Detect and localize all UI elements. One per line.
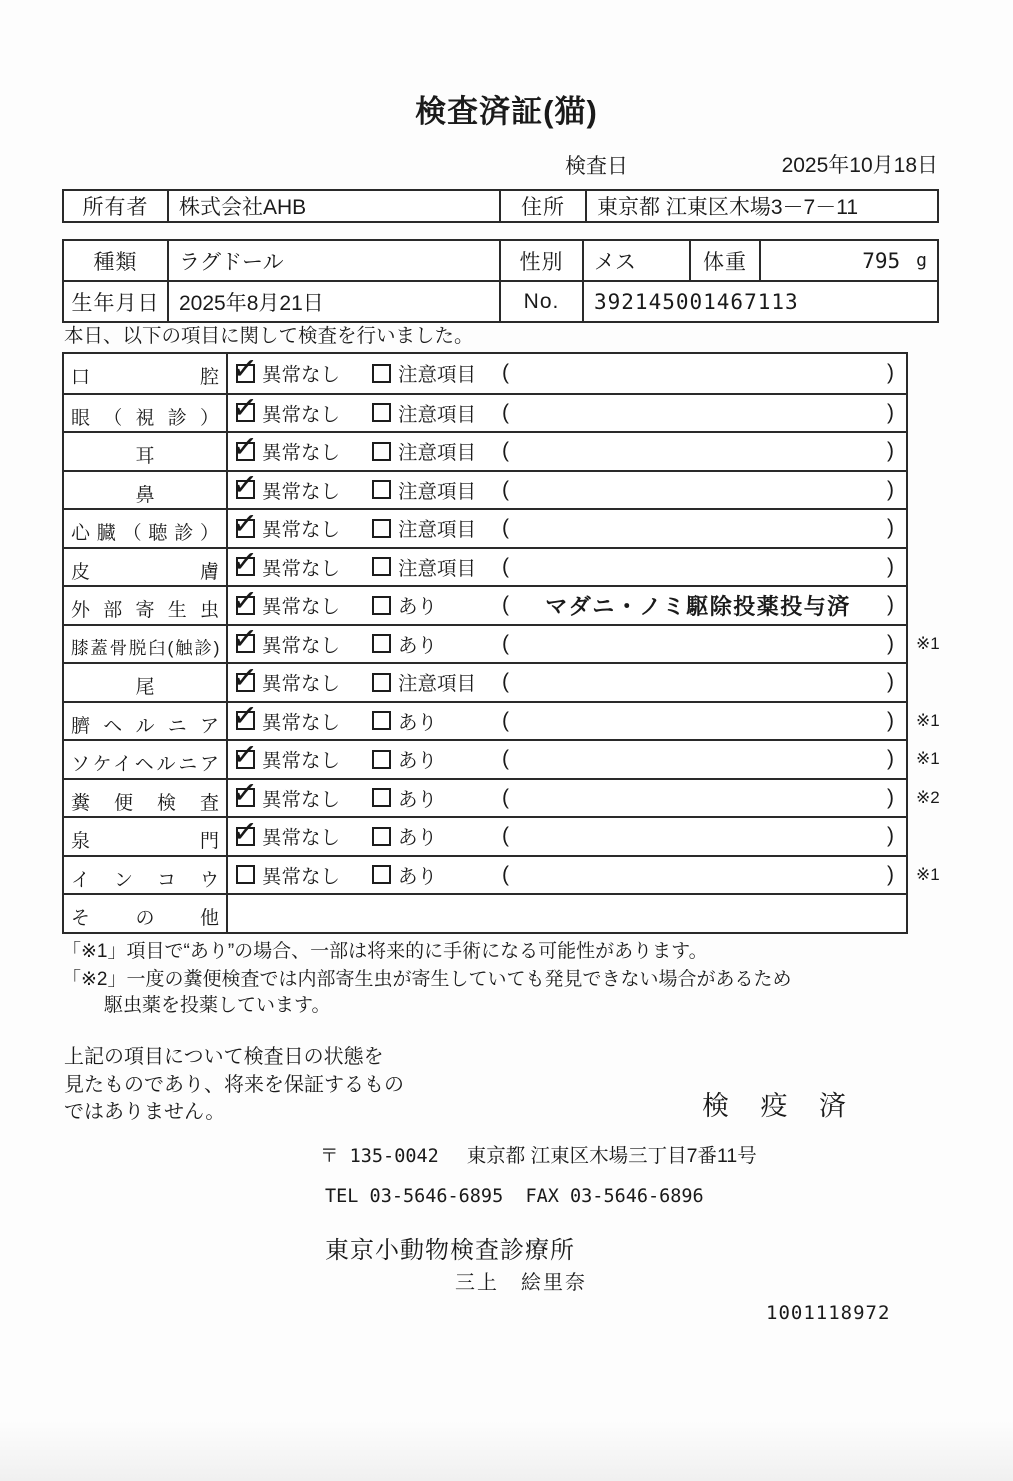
checkbox [372, 634, 391, 653]
exam-row-label: インコウ [64, 857, 228, 894]
exam-row-label: 心臓（聴診） [64, 510, 228, 547]
postal-line [320, 1140, 757, 1168]
checkbox [230, 466, 260, 504]
checkbox-group [372, 437, 502, 465]
exam-row-content [228, 504, 906, 547]
exam-row-label: 耳 [64, 433, 228, 470]
exam-row-label: 泉門 [64, 818, 228, 855]
footnote-1: 「※1」項目で“あり”の場合、一部は将来的に手術になる可能性があります。 [62, 941, 708, 962]
exam-row-label: 尾 [64, 664, 228, 701]
footnote-mark: ※2 [916, 787, 940, 807]
paren-open: ( [502, 361, 509, 385]
animal-table [62, 239, 939, 323]
exam-row [64, 504, 906, 547]
owner-label-cell: 所有者 [82, 196, 149, 219]
paren-field [502, 361, 906, 385]
breed-value-cell: ラグドール [167, 241, 499, 280]
clinic-address: 東京都 江東区木場三丁目7番11号 [466, 1145, 757, 1167]
exam-row-content [228, 427, 906, 470]
checkbox [372, 750, 391, 769]
paren-value: マダニ・ノミ駆除投薬投与済 [545, 593, 851, 619]
checkbox [230, 349, 260, 387]
exam-table [62, 349, 940, 934]
checkbox [372, 480, 391, 499]
vet-name: 三上 絵里奈 [455, 1272, 587, 1294]
check-mark-icon: ✓ [230, 466, 260, 504]
exam-row-content [228, 857, 906, 894]
checkbox-group [372, 630, 502, 658]
exam-row-content [228, 735, 906, 778]
checkbox-group [372, 707, 502, 735]
birthdate-label-cell: 生年月日 [71, 291, 160, 315]
checkbox-group [230, 389, 372, 427]
paren-open: ( [502, 593, 509, 617]
paren-close: ) [887, 785, 894, 809]
paren-open: ( [502, 670, 509, 694]
exam-row-label: 皮膚 [64, 549, 228, 586]
checkbox-label: 注意項目 [398, 442, 477, 465]
footnote-3: 駆虫薬を投薬しています。 [104, 995, 331, 1016]
checkbox-label: 異常なし [262, 711, 341, 734]
paren-open: ( [502, 862, 509, 886]
address-value-cell: 東京都 江東区木場3－7－11 [585, 191, 941, 221]
paren-open: ( [502, 477, 509, 501]
address-label-cell: 住所 [499, 191, 585, 221]
checkbox-group [372, 476, 502, 504]
checkbox [230, 504, 260, 542]
weight-label-cell: 体重 [689, 241, 759, 280]
paren-field [502, 555, 906, 579]
exam-row-content [228, 812, 906, 855]
sex-value-cell: メス [582, 241, 689, 280]
checkbox [230, 735, 260, 773]
checkbox [372, 596, 391, 615]
weight-value: 795 [862, 248, 901, 273]
paren-field [502, 516, 906, 540]
paren-field [502, 478, 906, 502]
exam-row-content [228, 774, 906, 817]
no-label-cell: No. [499, 282, 582, 321]
checkbox-group [230, 774, 372, 812]
checkbox-label: 異常なし [262, 827, 341, 850]
exam-row [64, 893, 906, 932]
disclaimer-line-1: 上記の項目について検査日の状態を [64, 1046, 384, 1068]
footnote-mark: ※1 [916, 633, 940, 653]
checkbox-group [230, 427, 372, 465]
exam-row-content [228, 349, 906, 393]
footnote-mark: ※1 [916, 864, 940, 884]
checkbox [372, 519, 391, 538]
exam-row-label: 口腔 [64, 354, 228, 393]
checkbox-group [230, 349, 372, 387]
checkbox [372, 711, 391, 730]
paren-open: ( [502, 554, 509, 578]
paren-close: ) [887, 708, 894, 732]
checkbox-group [230, 697, 372, 735]
exam-row [64, 855, 940, 894]
checkbox [230, 427, 260, 465]
disclaimer [64, 1044, 404, 1127]
animal-row-2 [64, 280, 937, 321]
paren-close: ) [887, 747, 894, 771]
exam-row-content [228, 697, 906, 740]
exam-row-label: 外部寄生虫 [64, 587, 228, 624]
paren-field [502, 590, 906, 621]
checkbox-label: 注意項目 [398, 673, 477, 696]
checkbox [372, 442, 391, 461]
paren-open: ( [502, 400, 509, 424]
checkbox-label: あり [398, 865, 438, 888]
check-mark-icon: ✓ [230, 581, 260, 619]
check-mark-icon: ✓ [230, 349, 260, 387]
exam-row-label: 膝蓋骨脱臼(触診) [64, 626, 228, 663]
checkbox [230, 774, 260, 812]
exam-row-content [228, 543, 906, 586]
check-mark-icon: ✓ [230, 735, 260, 773]
checkbox-group [230, 504, 372, 542]
exam-row-label: 臍ヘルニア [64, 703, 228, 740]
exam-row-label: その他 [64, 895, 228, 932]
paren-open: ( [502, 631, 509, 655]
check-mark-icon: ✓ [230, 389, 260, 427]
disclaimer-line-2: 見たものであり、将来を保証するもの [64, 1073, 404, 1096]
owner-table [62, 189, 939, 223]
paren-field [502, 632, 906, 656]
paren-close: ) [887, 477, 894, 501]
checkbox-group [372, 784, 502, 812]
checkbox [230, 620, 260, 658]
checkbox-group [230, 581, 372, 619]
checkbox-label: あり [398, 827, 438, 850]
check-mark-icon: ✓ [230, 427, 260, 465]
paren-open: ( [502, 824, 509, 848]
paren-close: ) [887, 516, 894, 540]
paren-field [502, 863, 906, 887]
paren-close: ) [887, 824, 894, 848]
checkbox-label: あり [398, 750, 438, 773]
no-value-cell: 392145001467113 [582, 282, 941, 321]
paren-field [502, 439, 906, 463]
checkbox-group [230, 466, 372, 504]
checkbox-group [230, 543, 372, 581]
paren-close: ) [887, 593, 894, 617]
paren-close: ) [887, 554, 894, 578]
checkbox-group [372, 822, 502, 850]
check-mark-icon: ✓ [230, 697, 260, 735]
checkbox-label: あり [398, 634, 438, 657]
check-mark-icon: ✓ [230, 620, 260, 658]
exam-row [64, 389, 906, 432]
checkbox-label: 異常なし [262, 788, 341, 811]
checkbox [372, 403, 391, 422]
checkbox-label: あり [398, 788, 438, 811]
checkbox [230, 658, 260, 696]
paren-close: ) [887, 631, 894, 655]
checkbox-label: あり [398, 711, 438, 734]
exam-row-content [228, 620, 906, 663]
footnote-2: 「※2」一度の糞便検査では内部寄生虫が寄生していても発見できない場合があるため [62, 969, 792, 990]
exam-row [64, 620, 940, 663]
inspection-date-label: 検査日 [565, 155, 628, 178]
exam-row [64, 735, 940, 778]
checkbox-label: 注意項目 [398, 480, 477, 503]
exam-row [64, 466, 906, 509]
checkbox-group [372, 359, 502, 387]
exam-row-content [228, 658, 906, 701]
serial-number: 1001118972 [766, 1302, 891, 1324]
checkbox-label: 注意項目 [398, 519, 477, 542]
checkbox-label: 異常なし [262, 442, 341, 465]
weight-unit: g [916, 250, 927, 271]
checkbox-label: 異常なし [262, 519, 341, 542]
checkbox [372, 364, 391, 383]
exam-row [64, 812, 906, 855]
disclaimer-line-3: ではありません。 [64, 1101, 226, 1123]
checkbox-label: 注意項目 [398, 403, 477, 426]
checkbox-group [236, 861, 372, 889]
checkbox-label: 異常なし [262, 403, 341, 426]
checkbox [372, 673, 391, 692]
checkbox-label: あり [398, 596, 438, 619]
checkbox-label: 異常なし [262, 596, 341, 619]
paren-open: ( [502, 785, 509, 809]
paren-field [502, 401, 906, 425]
birthdate-value-cell: 2025年8月21日 [167, 282, 499, 321]
breed-label-cell: 種類 [93, 250, 138, 274]
check-mark-icon: ✓ [230, 774, 260, 812]
intro-text: 本日、以下の項目に関して検査を行いました。 [64, 325, 474, 347]
checkbox-group [372, 399, 502, 427]
check-mark-icon: ✓ [230, 504, 260, 542]
checkbox [236, 865, 255, 884]
footnote-mark: ※1 [916, 710, 940, 730]
checkbox [230, 812, 260, 850]
paren-field [502, 786, 906, 810]
inspection-date-value: 2025年10月18日 [781, 154, 938, 177]
exam-row [64, 774, 940, 817]
exam-row-label: 鼻 [64, 472, 228, 509]
paren-close: ) [887, 439, 894, 463]
checkbox [230, 389, 260, 427]
exam-row [64, 581, 906, 624]
checkbox [230, 543, 260, 581]
exam-row-content [228, 389, 906, 432]
sex-label-cell: 性別 [499, 241, 582, 280]
paren-field [502, 824, 906, 848]
checkbox-label: 異常なし [262, 865, 341, 888]
checkbox-group [230, 658, 372, 696]
check-mark-icon: ✓ [230, 543, 260, 581]
checkbox-group [372, 668, 502, 696]
check-mark-icon: ✓ [230, 658, 260, 696]
checkbox-label: 異常なし [262, 364, 341, 387]
postal-code: 〒 135-0042 [320, 1146, 439, 1167]
paren-close: ) [887, 400, 894, 424]
checkbox-label: 注意項目 [398, 557, 477, 580]
checkbox-group [372, 553, 502, 581]
exam-row-content [228, 581, 906, 624]
checkbox-label: 異常なし [262, 480, 341, 503]
checkbox-label: 異常なし [262, 557, 341, 580]
check-mark-icon: ✓ [230, 812, 260, 850]
paren-close: ) [887, 670, 894, 694]
paren-close: ) [887, 862, 894, 886]
exam-row-content [228, 466, 906, 509]
checkbox [372, 865, 391, 884]
checkbox [372, 557, 391, 576]
paren-open: ( [502, 439, 509, 463]
checkbox-group [230, 812, 372, 850]
paren-open: ( [502, 708, 509, 732]
checkbox-group [372, 861, 502, 889]
checkbox-label: 注意項目 [398, 364, 477, 387]
footnote-mark: ※1 [916, 749, 940, 768]
paren-close: ) [887, 361, 894, 385]
checkbox-group [230, 620, 372, 658]
exam-row-label: ソケイヘルニア [64, 741, 228, 778]
owner-value-cell: 株式会社AHB [167, 191, 499, 221]
checkbox-group [372, 745, 502, 773]
exam-row [64, 697, 940, 740]
paren-field [502, 747, 906, 771]
clinic-name: 東京小動物検査診療所 [325, 1237, 575, 1264]
exam-row-label: 糞便検査 [64, 780, 228, 817]
checkbox-group [230, 735, 372, 773]
checkbox-label: 異常なし [262, 750, 341, 773]
checkbox-label: 異常なし [262, 673, 341, 696]
checkbox [372, 788, 391, 807]
paren-open: ( [502, 747, 509, 771]
animal-row-1 [64, 241, 937, 280]
checkbox [230, 697, 260, 735]
paren-field [502, 709, 906, 733]
checkbox-group [372, 591, 502, 619]
exam-row-label: 眼（視診） [64, 395, 228, 432]
exam-row [64, 543, 906, 586]
exam-row [64, 349, 906, 393]
tel-fax-line: TEL 03-5646-6895 FAX 03-5646-6896 [325, 1186, 704, 1207]
checkbox-group [372, 514, 502, 542]
page-title: 検査済証(猫) [415, 94, 598, 129]
checkbox [230, 581, 260, 619]
exam-row [64, 658, 906, 701]
paren-field [502, 670, 906, 694]
checkbox [372, 827, 391, 846]
checkbox-label: 異常なし [262, 634, 341, 657]
exam-row [64, 427, 906, 470]
paren-open: ( [502, 516, 509, 540]
exam-row-content [228, 895, 906, 932]
quarantine-stamp: 検 疫 済 [702, 1091, 859, 1121]
weight-value-cell [759, 241, 941, 280]
